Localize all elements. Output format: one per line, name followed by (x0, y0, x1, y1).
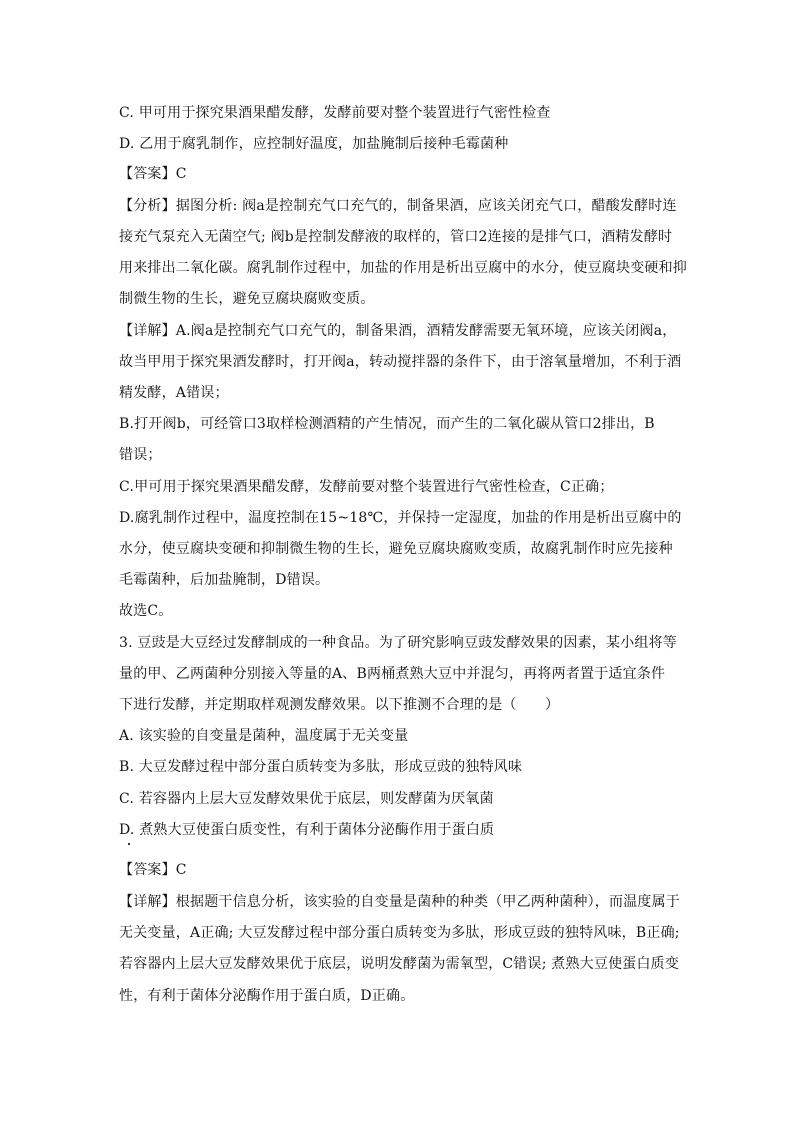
question-3-stem: 量的甲、乙两菌种分别接入等量的A、B两桶煮熟大豆中并混匀，再将两者置于适宜条件 (119, 666, 666, 682)
option-c-text: C. 若容器内上层大豆发酵效果优于底层，则发酵菌为厌氧菌 (119, 791, 494, 807)
analysis-line: 制微生物的生长，避免豆腐块腐败变质。 (119, 291, 375, 307)
conclusion-line: 故选C。 (119, 603, 173, 619)
explanation-line: 故当甲用于探究果酒发酵时，打开阀a，转动搅拌器的条件下，由于溶氧量增加，不利于酒 (119, 354, 682, 370)
analysis-line: 用来排出二氧化碳。腐乳制作过程中，加盐的作用是析出豆腐中的水分，使豆腐块变硬和抑 (119, 260, 687, 276)
explanation-line: 错误； (119, 447, 162, 463)
option-d-text: D. 乙用于腐乳制作，应控制好温度，加盐腌制后接种毛霉菌种 (119, 136, 509, 152)
explanation-line: 精发酵，A错误； (119, 385, 229, 401)
analysis-line: 接充气泵充入无菌空气; 阀b是控制发酵液的取样的，管口2连接的是排气口，酒精发酵时 (119, 229, 673, 245)
explanation-line: 【详解】根据题干信息分析，该实验的自变量是菌种的种类（甲乙两种菌种），而温度属于 (119, 894, 680, 910)
answer-label: 【答案】C (119, 166, 187, 182)
option-c-text: C. 甲可用于探究果酒果醋发酵，发酵前要对整个装置进行气密性检查 (119, 105, 551, 121)
option-b-text: B. 大豆发酵过程中部分蛋白质转变为多肽，形成豆豉的独特风味 (119, 759, 523, 775)
explanation-line: 毛霉菌种，后加盐腌制，D错误。 (119, 572, 330, 588)
explanation-line: 【详解】A.阀a是控制充气口充气的，制备果酒，酒精发酵需要无氧环境，应该关闭阀a， (119, 323, 677, 339)
explanation-line: 无关变量，A正确; 大豆发酵过程中部分蛋白质转变为多肽，形成豆豉的独特风味，B正确; (119, 925, 680, 941)
option-d-text: D. 煮熟大豆使蛋白质变性，有利于菌体分泌酶作用于蛋白质 (119, 822, 495, 838)
explanation-line: B.打开阀b，可经管口3取样检测酒精的产生情况，而产生的二氧化碳从管口2排出，B (119, 416, 655, 432)
answer-label: 【答案】C (119, 862, 187, 878)
option-a-text: A. 该实验的自变量是菌种，温度属于无关变量 (119, 728, 409, 744)
explanation-line: 水分，使豆腐块变硬和抑制微生物的生长，避免豆腐块腐败变质，故腐乳制作时应先接种 (119, 541, 673, 557)
explanation-line: D.腐乳制作过程中，温度控制在15~18℃，并保持一定湿度，加盐的作用是析出豆腐中的 (119, 510, 682, 526)
analysis-line: 【分析】据图分析: 阀a是控制充气口充气的，制备果酒，应该关闭充气口，醋酸发酵时连 (119, 198, 677, 214)
question-3-stem: 3. 豆豉是大豆经过发酵制成的一种食品。为了研究影响豆豉发酵效果的因素，某小组将等 (119, 635, 678, 651)
stray-dot (128, 843, 130, 845)
question-3-stem: 下进行发酵，并定期取样观测发酵效果。以下推测不合理的是（ ） (119, 697, 560, 713)
explanation-line: 性，有利于菌体分泌酶作用于蛋白质，D正确。 (119, 988, 415, 1004)
explanation-line: 若容器内上层大豆发酵效果优于底层，说明发酵菌为需氧型，C错误; 煮熟大豆使蛋白质变 (119, 956, 680, 972)
explanation-line: C.甲可用于探究果酒果醋发酵，发酵前要对整个装置进行气密性检查，C正确； (119, 479, 614, 495)
